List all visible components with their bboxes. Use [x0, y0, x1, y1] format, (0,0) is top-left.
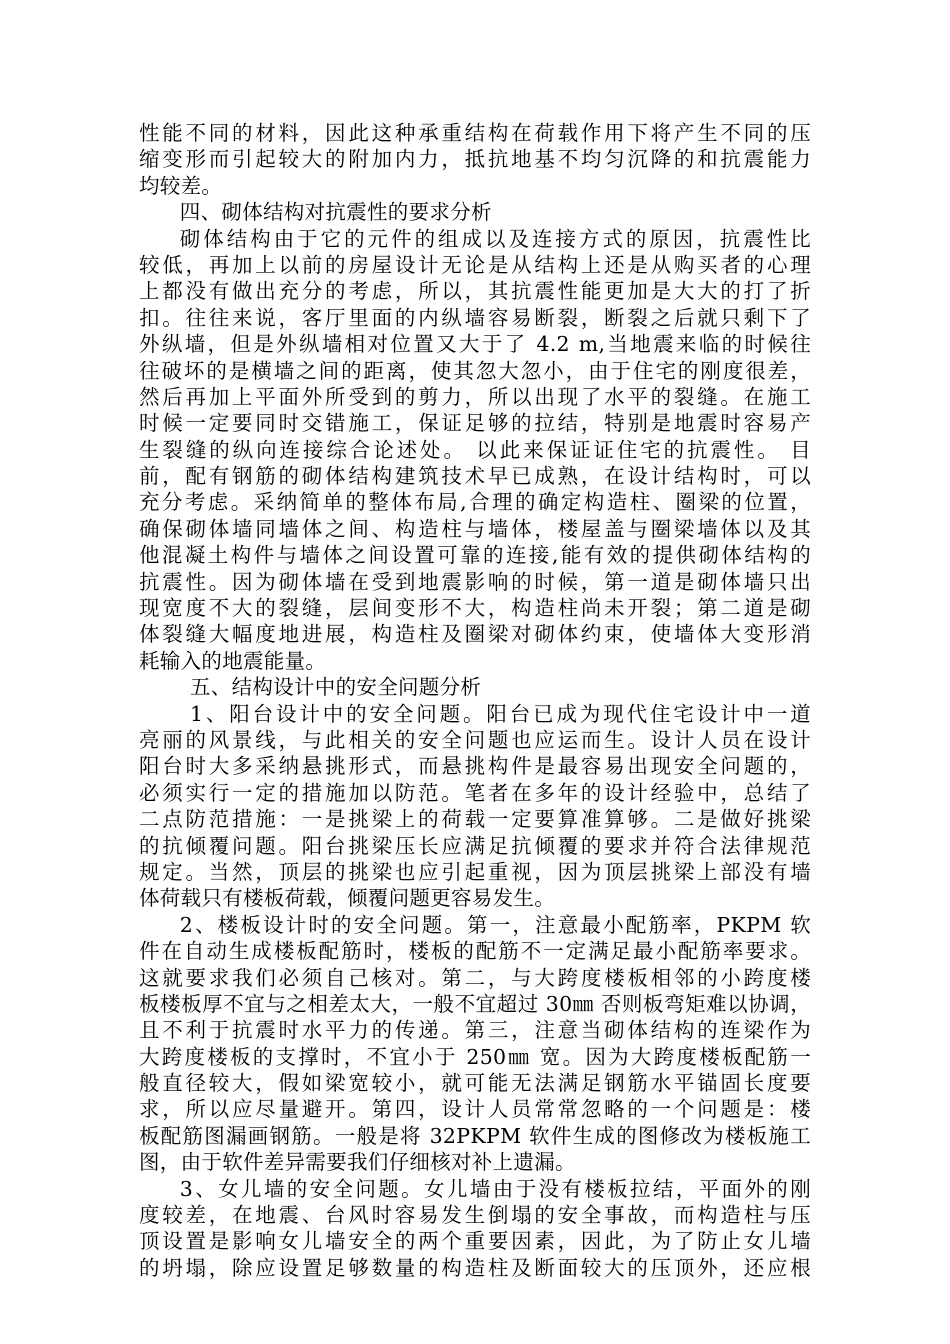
text-line: 必须实行一定的措施加以防范。笔者在多年的设计经验中，总结了 — [139, 780, 811, 805]
text-line: 确保砌体墙同墙体之间、构造柱与墙体，楼屋盖与圈梁墙体以及其 — [139, 516, 811, 541]
text-line: 现宽度不大的裂缝，层间变形不大，构造柱尚未开裂；第二道是砌 — [139, 596, 811, 621]
text-line: 上都没有做出充分的考虑，所以，其抗震性能更加是大大的打了折 — [139, 279, 811, 304]
text-line: 般直径较大，假如梁宽较小，就可能无法满足钢筋水平锚固长度要 — [139, 1071, 811, 1096]
text-line: 2、楼板设计时的安全问题。第一，注意最小配筋率，PKPM 软 — [179, 912, 811, 937]
text-line: 缩变形而引起较大的附加内力，抵抗地基不均匀沉降的和抗震能力 — [139, 147, 811, 172]
text-line: 前，配有钢筋的砌体结构建筑技术早已成熟，在设计结构时，可以 — [139, 464, 811, 489]
text-line: 然后再加上平面外所受到的剪力，所以出现了水平的裂缝。在施工 — [139, 384, 811, 409]
text-line: 的坍塌，除应设置足够数量的构造柱及断面较大的压顶外，还应根 — [139, 1255, 811, 1280]
text-line: 板配筋图漏画钢筋。一般是将 32PKPM 软件生成的图修改为楼板施工 — [139, 1123, 811, 1148]
text-line: 较低，再加上以前的房屋设计无论是从结构上还是从购买者的心理 — [139, 252, 811, 277]
text-line: 耗输入的地震能量。 — [139, 648, 327, 673]
text-line: 二点防范措施：一是挑梁上的荷载一定要算准算够。二是做好挑梁 — [139, 807, 811, 832]
text-line: 体裂缝大幅度地进展，构造柱及圈梁对砌体约束，使墙体大变形消 — [139, 622, 811, 647]
text-line: 度较差，在地震、台风时容易发生倒塌的安全事故，而构造柱与压 — [139, 1203, 811, 1228]
text-line: 均较差。 — [139, 173, 223, 198]
text-line: 性能不同的材料，因此这种承重结构在荷载作用下将产生不同的压 — [139, 121, 811, 145]
text-line: 大跨度楼板的支撑时，不宜小于 250㎜ 宽。因为大跨度楼板配筋一 — [139, 1044, 811, 1069]
text-line: 他混凝土构件与墙体之间设置可靠的连接,能有效的提供砌体结构的 — [139, 543, 811, 568]
text-line: 的抗倾覆问题。阳台挑梁压长应满足抗倾覆的要求并符合法律规范 — [139, 833, 811, 858]
text-line: 且不利于抗震时水平力的传递。第三，注意当砌体结构的连梁作为 — [139, 1018, 811, 1043]
text-line: 砌体结构由于它的元件的组成以及连接方式的原因，抗震性比 — [179, 226, 811, 251]
text-line: 扣。往往来说，客厅里面的内纵墙容易断裂，断裂之后就只剩下了 — [139, 305, 811, 330]
text-line: 阳台时大多采纳悬挑形式，而悬挑构件是最容易出现安全问题的， — [139, 754, 811, 779]
text-line: 体荷载只有楼板荷载，倾覆问题更容易发生。 — [139, 886, 555, 911]
text-line: 这就要求我们必须自己核对。第二，与大跨度楼板相邻的小跨度楼 — [139, 965, 811, 990]
text-line: 板楼板厚不宜与之相差太大，一般不宜超过 30㎜ 否则板弯矩难以协调， — [139, 991, 811, 1016]
text-line: 外纵墙，但是外纵墙相对位置又大于了 4.2 m,当地震来临的时候往 — [139, 332, 811, 357]
text-line: 五、结构设计中的安全问题分析 — [190, 675, 482, 700]
text-line: 规定。当然，顶层的挑梁也应引起重视，因为顶层挑梁上部没有墙 — [139, 859, 811, 884]
text-line: 四、砌体结构对抗震性的要求分析 — [179, 200, 492, 225]
text-line: 充分考虑。采纳简单的整体布局,合理的确定构造柱、圈梁的位置， — [139, 490, 811, 515]
text-line: 亮丽的风景线，与此相关的安全问题也应运而生。设计人员在设计 — [139, 727, 811, 752]
text-line: 时候一定要同时交错施工，保证足够的拉结，特别是地震时容易产 — [139, 411, 811, 436]
text-line: 图，由于软件差异需要我们仔细核对补上遗漏。 — [139, 1150, 576, 1175]
text-line: 1、阳台设计中的安全问题。阳台已成为现代住宅设计中一道 — [190, 701, 811, 726]
body-text — [139, 120, 811, 1281]
text-line: 抗震性。因为砌体墙在受到地震影响的时候，第一道是砌体墙只出 — [139, 569, 811, 594]
text-line: 生裂缝的纵向连接综合论述处。 以此来保证证住宅的抗震性。 目 — [139, 437, 811, 462]
text-line: 顶设置是影响女儿墙安全的两个重要因素，因此，为了防止女儿墙 — [139, 1229, 811, 1254]
text-line: 往破坏的是横墙之间的距离，使其忽大忽小，由于住宅的刚度很差， — [139, 358, 811, 383]
text-line: 3、女儿墙的安全问题。女儿墙由于没有楼板拉结，平面外的刚 — [179, 1176, 811, 1201]
text-line: 件在自动生成楼板配筋时，楼板的配筋不一定满足最小配筋率要求。 — [139, 939, 811, 964]
text-line: 求，所以应尽量避开。第四，设计人员常常忽略的一个问题是：楼 — [139, 1097, 811, 1122]
